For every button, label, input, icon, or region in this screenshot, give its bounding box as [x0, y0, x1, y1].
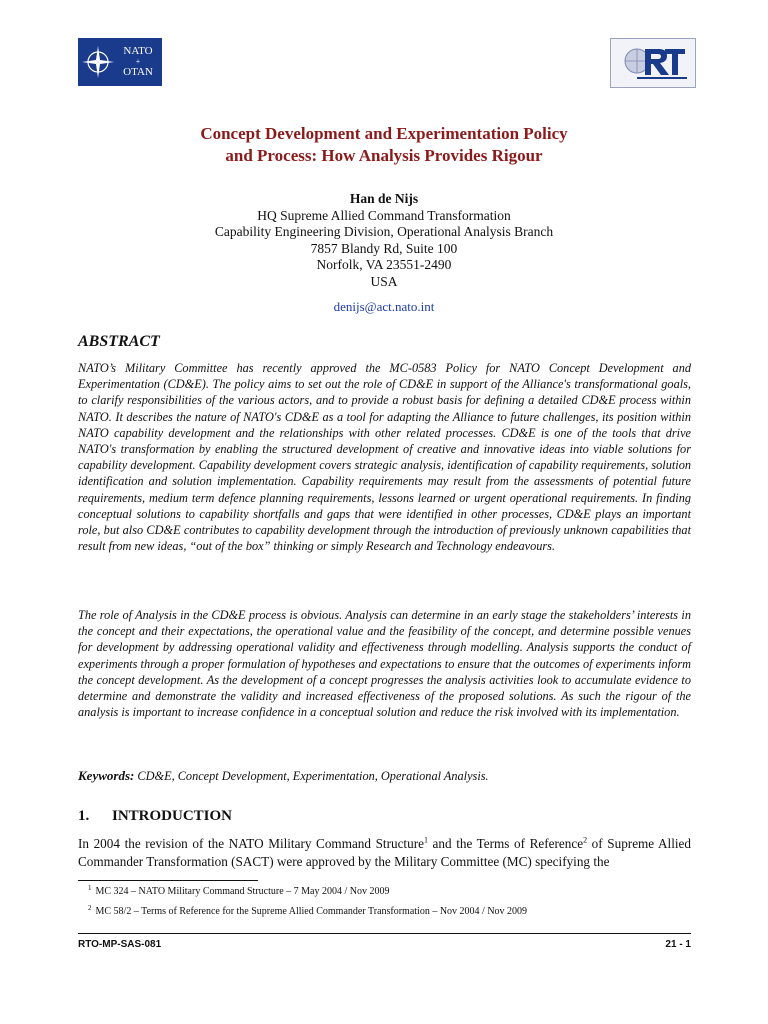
footer-divider: [78, 933, 691, 934]
footnote-divider: [78, 880, 258, 881]
nato-logo-text: NATO + OTAN: [123, 45, 153, 78]
abstract-paragraph-2: The role of Analysis in the CD&E process is obvious. Analysis can determine in an early stage the stakeholders’ interests in the concept and their expectations, the operational value and the feasibility of the concept, and determine possible venues for development by addressing operational validity and effectiveness through modelling. Analysis supports the conduct of experiments through a proper formulation of hypotheses and expectations to ensure that the outcomes of experiments inform the concept development. As the development of a concept progresses the analysis activities look to accumulate evidence to determine and demonstrate the validity and increased effectiveness of the proposed solutions. As such the rigour of the analysis is important to increase confidence in a conceptual solution and reduce the risk involved with its implementation.: [78, 608, 691, 720]
intro-text-3: of Supreme Allied Commander Transformation (SACT) were approved by the Military Committee (MC) specifying the: [78, 836, 691, 869]
intro-text-1: In 2004 the revision of the NATO Military Command Structure: [78, 836, 424, 851]
footnote-text: MC 324 – NATO Military Command Structure – 7 May 2004 / Nov 2009: [95, 886, 390, 897]
title-line-1: Concept Development and Experimentation Policy: [200, 124, 568, 143]
footnote-ref-2[interactable]: 2: [583, 835, 588, 845]
affiliation-line: USA: [370, 273, 398, 289]
affiliation-line: HQ Supreme Allied Command Transformation: [257, 207, 511, 223]
keywords-label: Keywords:: [78, 768, 135, 783]
section-title: INTRODUCTION: [112, 808, 233, 824]
affiliation-line: Capability Engineering Division, Operational Analysis Branch: [214, 224, 554, 239]
footer-document-id: RTO-MP-SAS-081: [78, 939, 162, 950]
paper-title: [100, 123, 668, 167]
nato-compass-star-icon: [78, 38, 118, 86]
author-block: [100, 191, 668, 290]
intro-text-2: and the Terms of Reference: [427, 836, 584, 851]
introduction-paragraph: [78, 835, 691, 870]
section-number: 1.: [78, 808, 90, 824]
title-line-2: and Process: How Analysis Provides Rigour: [225, 146, 543, 165]
footnote-ref-1[interactable]: 1: [423, 835, 428, 845]
author-email[interactable]: denijs@act.nato.int: [333, 299, 435, 314]
section-heading-introduction: [78, 808, 232, 825]
rto-logo-icon: [610, 38, 696, 88]
author-name: Han de Nijs: [349, 191, 419, 206]
footnote-mark: 2: [88, 903, 92, 912]
affiliation-line: Norfolk, VA 23551-2490: [316, 257, 452, 272]
abstract-heading: ABSTRACT: [78, 333, 160, 350]
abstract-paragraph-1: NATO’s Military Committee has recently approved the MC-0583 Policy for NATO Concept Development and Experimentation (CD&E). The policy aims to set out the role of CD&E in support of the Alliance's transformational goals, to clarify responsibilities of the various actors, and to provide a robust basis for defining a detailed CD&E process within NATO. It describes the nature of NATO's CD&E as a tool for adapting the Alliance to future challenges, its position within NATO capability development and the relationships with other related processes. CD&E is one of the tools that drive NATO's transformation by enabling the structured development of creative and innovative ideas into viable solutions for capability development. Capability development covers strategic analysis, identification of capability requirements, solution identification and solution implementation. Capability requirements may result from the assessments of potential future requirements, medium term defence planning requirements, lessons learned or urgent operational requirements. In finding conceptual solutions to capability shortfalls and gaps that were identified in other processes, CD&E plays an important role, but also CD&E contributes to capability development through the introduction of previously unknown capabilities that result from new ideas, “out of the box” thinking or simply Research and Technology endeavours.: [78, 361, 691, 554]
nato-logo: [78, 38, 162, 86]
footnote-text: MC 58/2 – Terms of Reference for the Supreme Allied Commander Transformation – Nov 2004 / Nov 2009: [95, 906, 528, 917]
keywords-text: CD&E, Concept Development, Experimentation, Operational Analysis.: [137, 769, 489, 783]
footer-page-number: 21 - 1: [665, 939, 691, 950]
nato-logo-line1: NATO: [123, 45, 153, 57]
footnote-2: [88, 903, 528, 917]
nato-logo-line2: OTAN: [123, 66, 153, 78]
keywords: [78, 768, 691, 784]
footnote-mark: 1: [88, 883, 92, 892]
footnote-1: [88, 883, 390, 897]
affiliation-line: 7857 Blandy Rd, Suite 100: [310, 240, 458, 256]
